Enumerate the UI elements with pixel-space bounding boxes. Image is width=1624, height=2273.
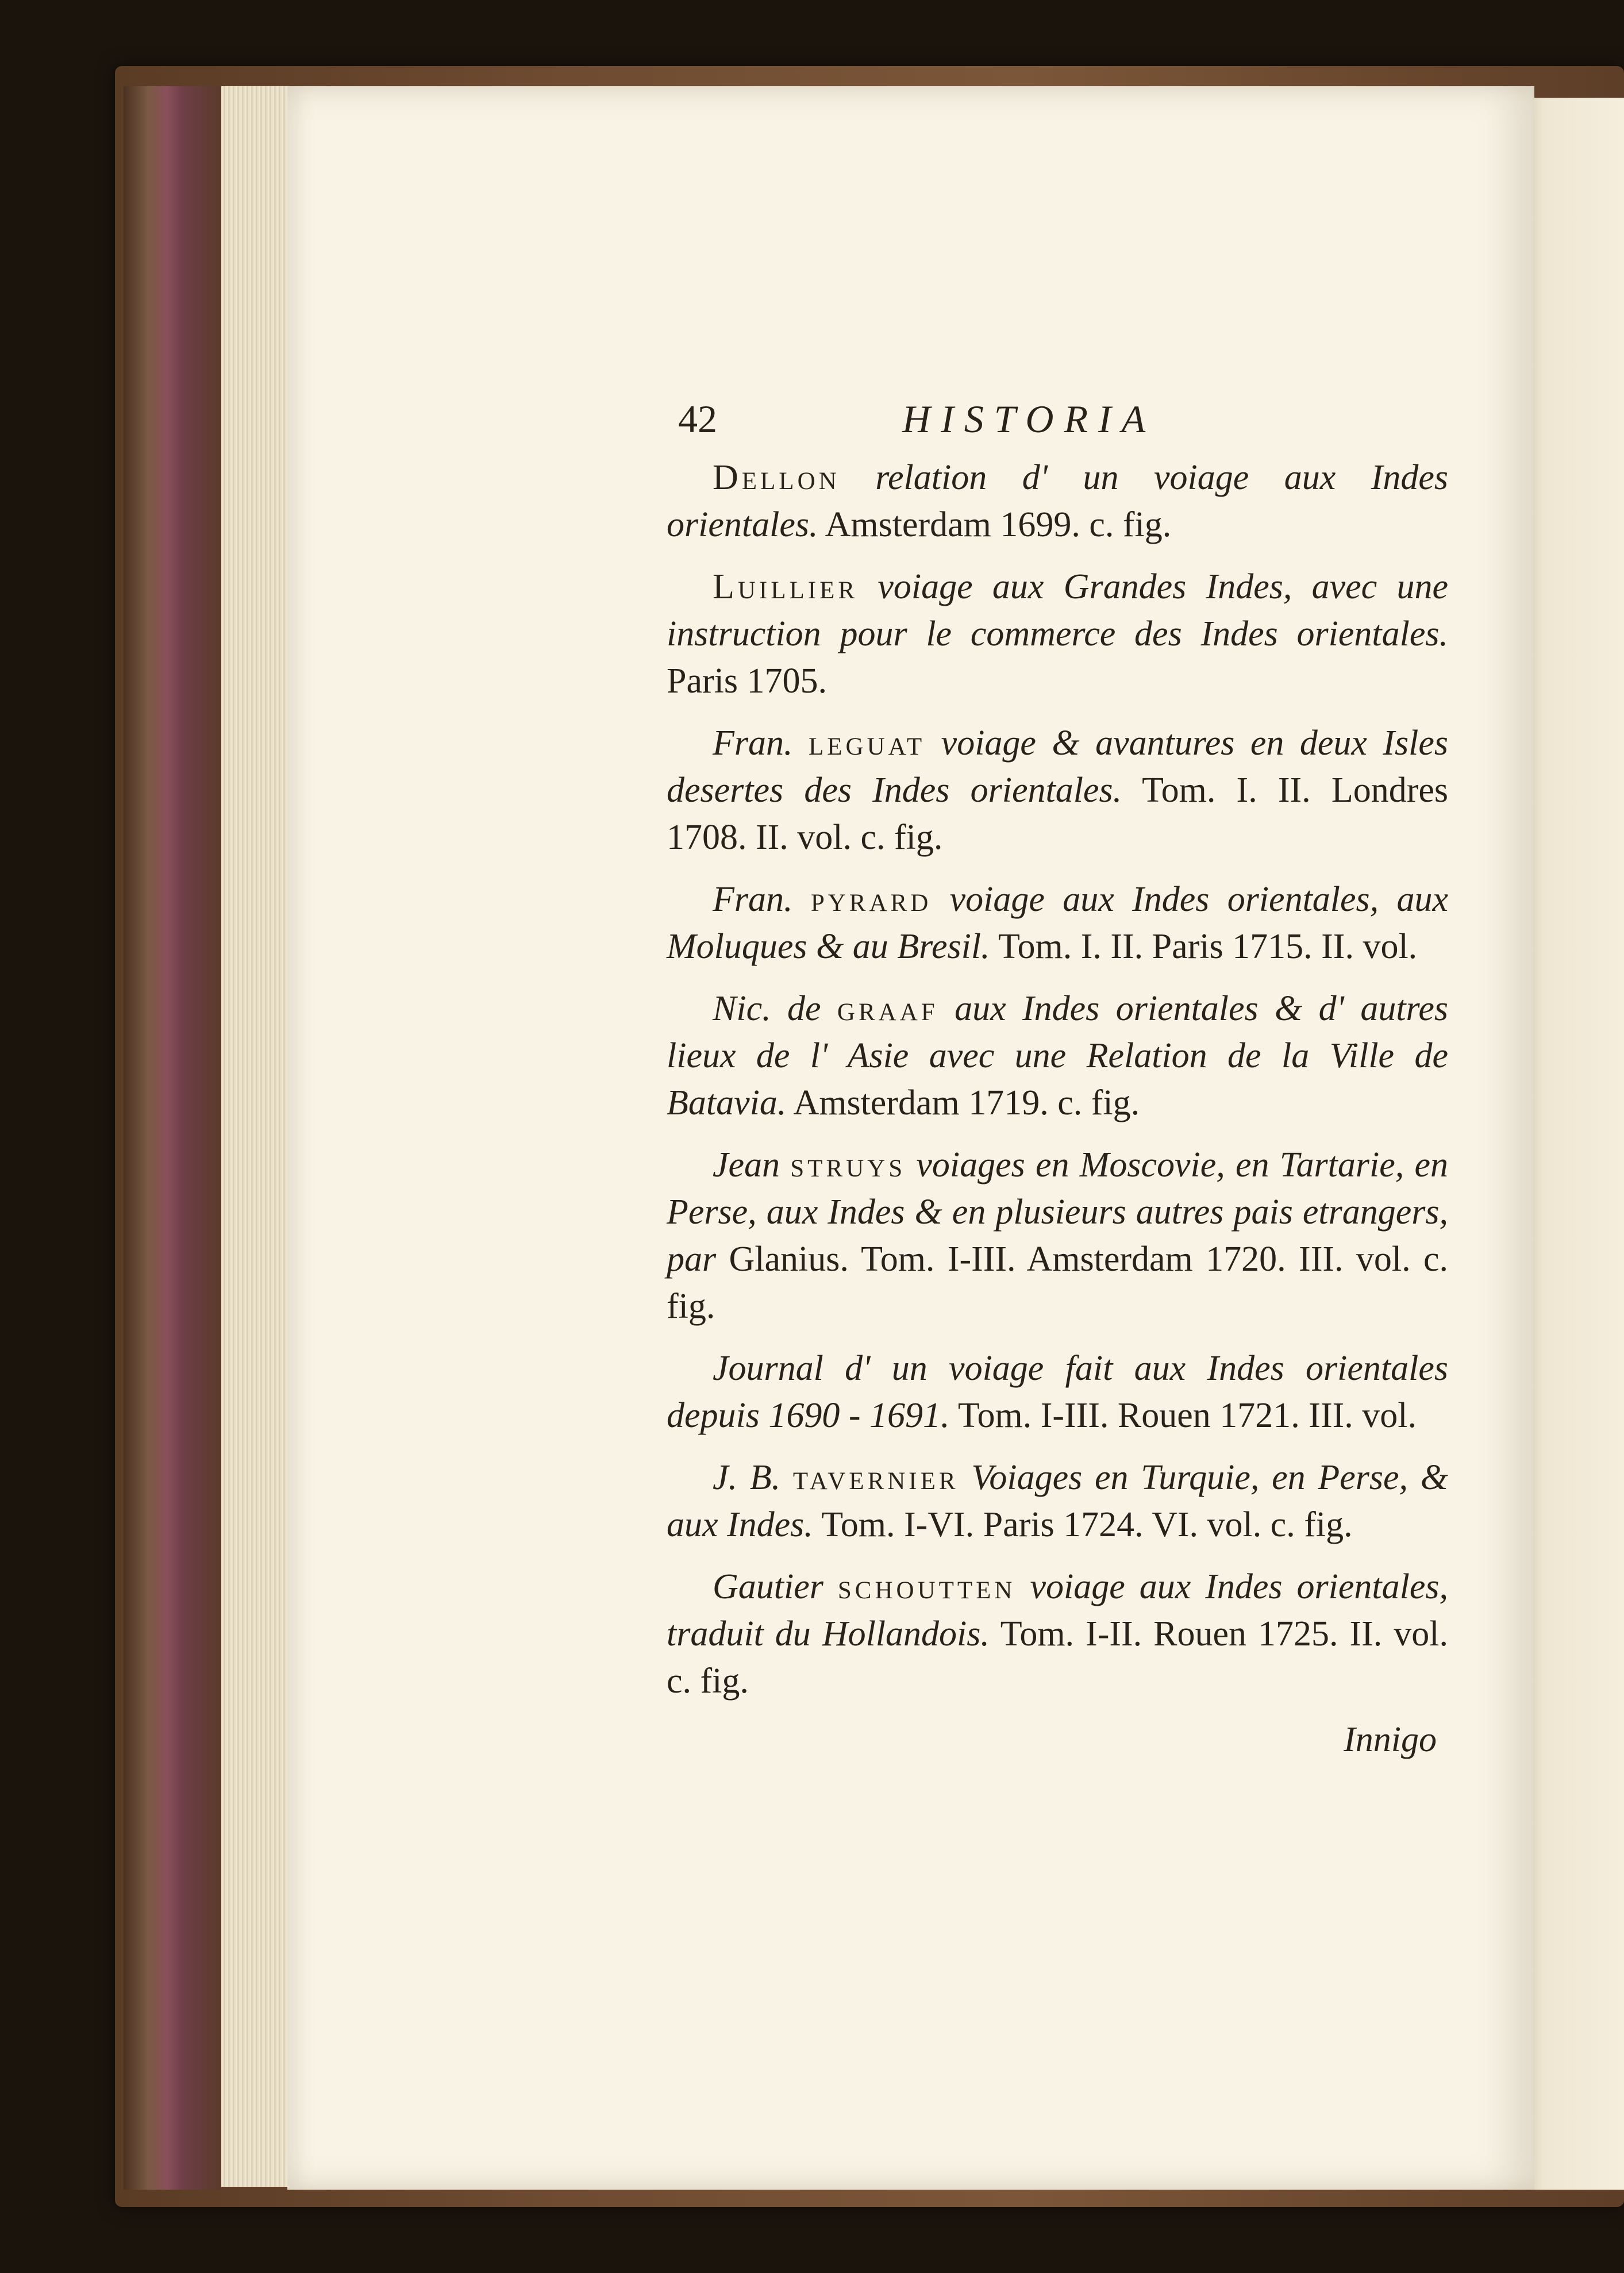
entry-details: Amsterdam 1719. c. fig. — [793, 1083, 1140, 1122]
entry-author: Luillier — [713, 567, 859, 606]
entry-first-name: Nic. de — [713, 989, 821, 1028]
entry-title: voiages en Moscovie, en Tartarie, en Perse, aux Indes & en plusieurs autres pais etrangers, par — [667, 1145, 1448, 1279]
entry-title: voiage aux Grandes Indes, avec une instruction pour le commerce des Indes orientales. — [667, 567, 1448, 653]
bibliography-entry — [667, 1454, 1448, 1548]
entry-details: Paris 1705. — [667, 661, 827, 701]
running-title: HISTORIA — [902, 397, 1156, 441]
entry-details: Amsterdam 1699. c. fig. — [825, 505, 1172, 544]
entry-first-name: Fran. — [713, 724, 793, 763]
page-number: 42 — [678, 397, 717, 441]
entry-details: Glanius. Tom. I-III. Amsterdam 1720. III. vol. c. fig. — [667, 1240, 1449, 1326]
entry-author: leguat — [808, 724, 926, 763]
bibliography-entry — [667, 1141, 1448, 1330]
entry-author: pyrard — [810, 880, 932, 919]
entry-details: Tom. I-III. Rouen 1721. III. vol. — [957, 1396, 1417, 1435]
entry-first-name: Jean — [713, 1145, 780, 1184]
bibliography-entry — [667, 1563, 1448, 1705]
bibliography-entry — [667, 1345, 1448, 1439]
entry-details: Tom. I-VI. Paris 1724. VI. vol. c. fig. — [821, 1505, 1353, 1544]
page-block-edge — [221, 86, 293, 2187]
facing-page-edge — [1523, 98, 1624, 2190]
entry-title: voiage & avantures en deux Isles desertes des Indes orientales. — [667, 724, 1448, 810]
entry-details: Tom. I. II. Londres 1708. II. vol. c. fig. — [667, 771, 1448, 857]
bibliography-entry — [667, 563, 1448, 705]
bibliography-entry — [667, 454, 1448, 548]
entry-first-name: J. B. — [713, 1458, 781, 1497]
entry-details: Tom. I. II. Paris 1715. II. vol. — [998, 927, 1418, 966]
entry-title: aux Indes orientales & d' autres lieux de l' Asie avec une Relation de la Ville de Batavia. — [667, 989, 1449, 1122]
entry-first-name: Gautier — [713, 1567, 823, 1606]
bibliography-entry — [667, 876, 1448, 970]
entry-title: Journal d' un voiage fait aux Indes orientales depuis 1690 - 1691. — [667, 1349, 1448, 1435]
entry-author: schoutten — [837, 1567, 1016, 1606]
entry-author: graaf — [837, 989, 938, 1028]
bibliography-entry — [667, 720, 1448, 861]
book-spine-edge — [124, 86, 221, 2190]
entry-author: Dellon — [713, 458, 840, 497]
entry-title: voiage aux Indes orientales, traduit du Hollandois. — [667, 1567, 1449, 1653]
bibliography-entry — [667, 985, 1448, 1126]
page-text-block — [667, 391, 1448, 1760]
entry-author: tavernier — [792, 1458, 959, 1497]
entry-details: Tom. I-II. Rouen 1725. II. vol. c. fig. — [667, 1614, 1449, 1701]
page-header — [667, 391, 1448, 454]
entry-title: relation d' un voiage aux Indes orientales. — [667, 458, 1449, 544]
entry-title: Voiages en Turquie, en Perse, & aux Indes. — [667, 1458, 1449, 1544]
entry-first-name: Fran. — [713, 880, 793, 919]
book-page — [287, 86, 1534, 2190]
entry-author: struys — [790, 1145, 906, 1184]
catchword: Innigo — [1344, 1720, 1437, 1759]
entry-title: voiage aux Indes orientales, aux Moluques & au Bresil. — [667, 880, 1449, 966]
